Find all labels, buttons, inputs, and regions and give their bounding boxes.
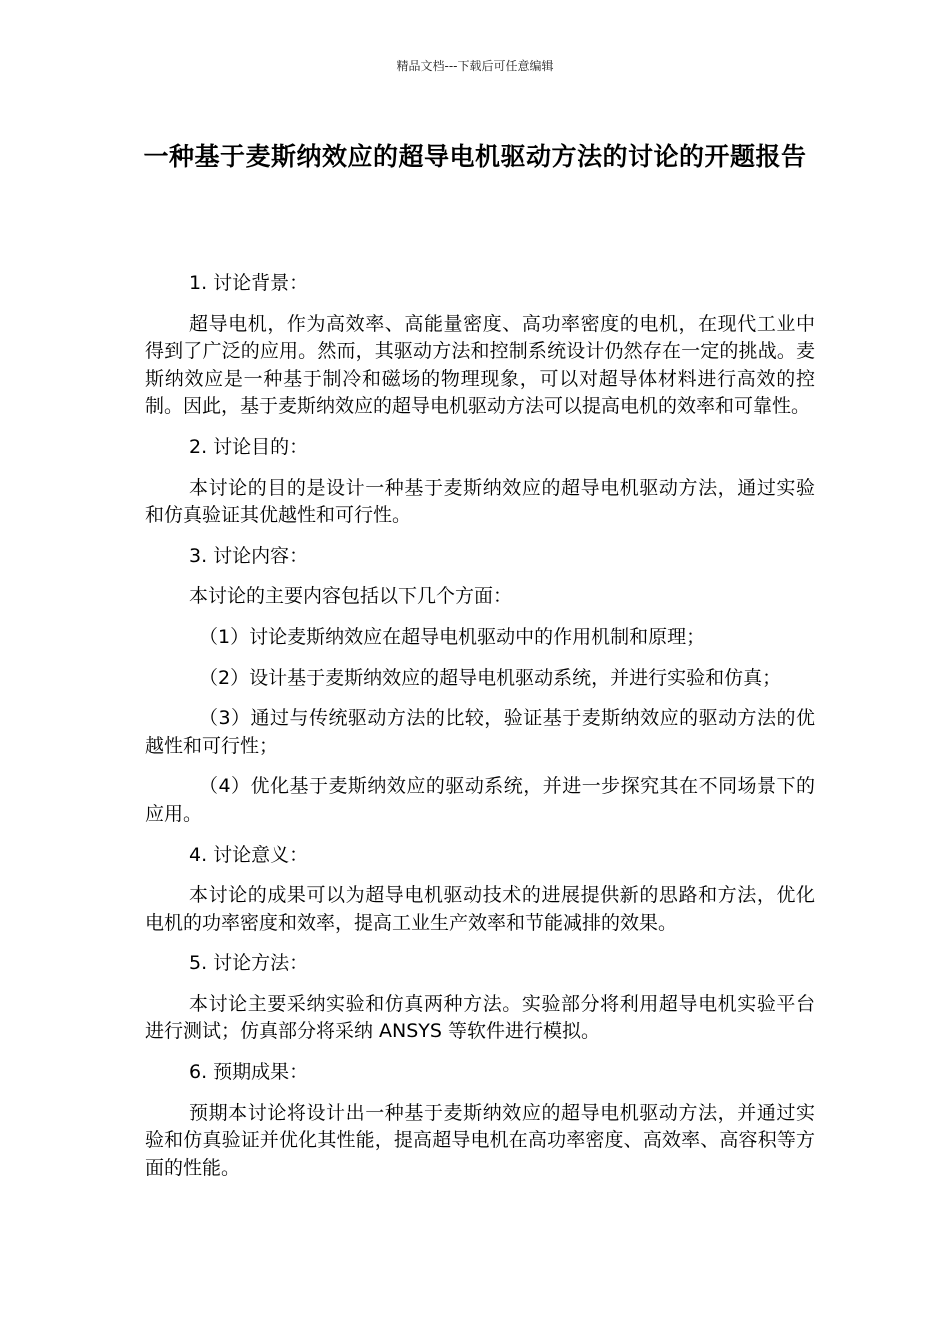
document-body	[145, 270, 815, 1195]
section-text-significance: 本讨论的成果可以为超导电机驱动技术的进展提供新的思路和方法，优化电机的功率密度和效率，提高工业生产效率和节能减排的效果。	[145, 884, 815, 934]
section-text-background: 超导电机，作为高效率、高能量密度、高功率密度的电机，在现代工业中得到了广泛的应用。然而，其驱动方法和控制系统设计仍然存在一定的挑战。麦斯纳效应是一种基于制冷和磁场的物理现象，可以对超导体材料进行高效的控制。因此，基于麦斯纳效应的超导电机驱动方法可以提高电机的效率和可靠性。	[145, 312, 815, 418]
section-heading-method: 5. 讨论方法：	[189, 952, 309, 975]
content-list-item-3: （3）通过与传统驱动方法的比较，验证基于麦斯纳效应的驱动方法的优越性和可行性；	[145, 707, 815, 757]
section-text-method: 本讨论主要采纳实验和仿真两种方法。实验部分将利用超导电机实验平台进行测试；仿真部分将采纳 ANSYS 等软件进行模拟。	[145, 992, 815, 1043]
document-title: 一种基于麦斯纳效应的超导电机驱动方法的讨论的开题报告	[143, 142, 807, 171]
content-list-item-2: （2）设计基于麦斯纳效应的超导电机驱动系统，并进行实验和仿真；	[199, 666, 782, 689]
header-note: 精品文档---下载后可任意编辑	[396, 59, 554, 73]
section-text-results: 预期本讨论将设计出一种基于麦斯纳效应的超导电机驱动方法，并通过实验和仿真验证并优化其性能，提高超导电机在高功率密度、高效率、高容积等方面的性能。	[145, 1101, 815, 1179]
content-list-item-4: （4）优化基于麦斯纳效应的驱动系统，并进一步探究其在不同场景下的应用。	[145, 775, 815, 825]
content-list-item-1: （1）讨论麦斯纳效应在超导电机驱动中的作用机制和原理；	[199, 625, 706, 648]
section-heading-background: 1. 讨论背景：	[189, 272, 309, 294]
section-heading-purpose: 2. 讨论目的：	[189, 435, 309, 458]
section-heading-results: 6. 预期成果：	[189, 1061, 309, 1084]
section-text-purpose: 本讨论的目的是设计一种基于麦斯纳效应的超导电机驱动方法，通过实验和仿真验证其优越性和可行性。	[145, 476, 815, 527]
section-intro-content: 本讨论的主要内容包括以下几个方面：	[189, 585, 513, 608]
section-heading-content: 3. 讨论内容：	[189, 544, 309, 567]
section-heading-significance: 4. 讨论意义：	[189, 843, 309, 866]
